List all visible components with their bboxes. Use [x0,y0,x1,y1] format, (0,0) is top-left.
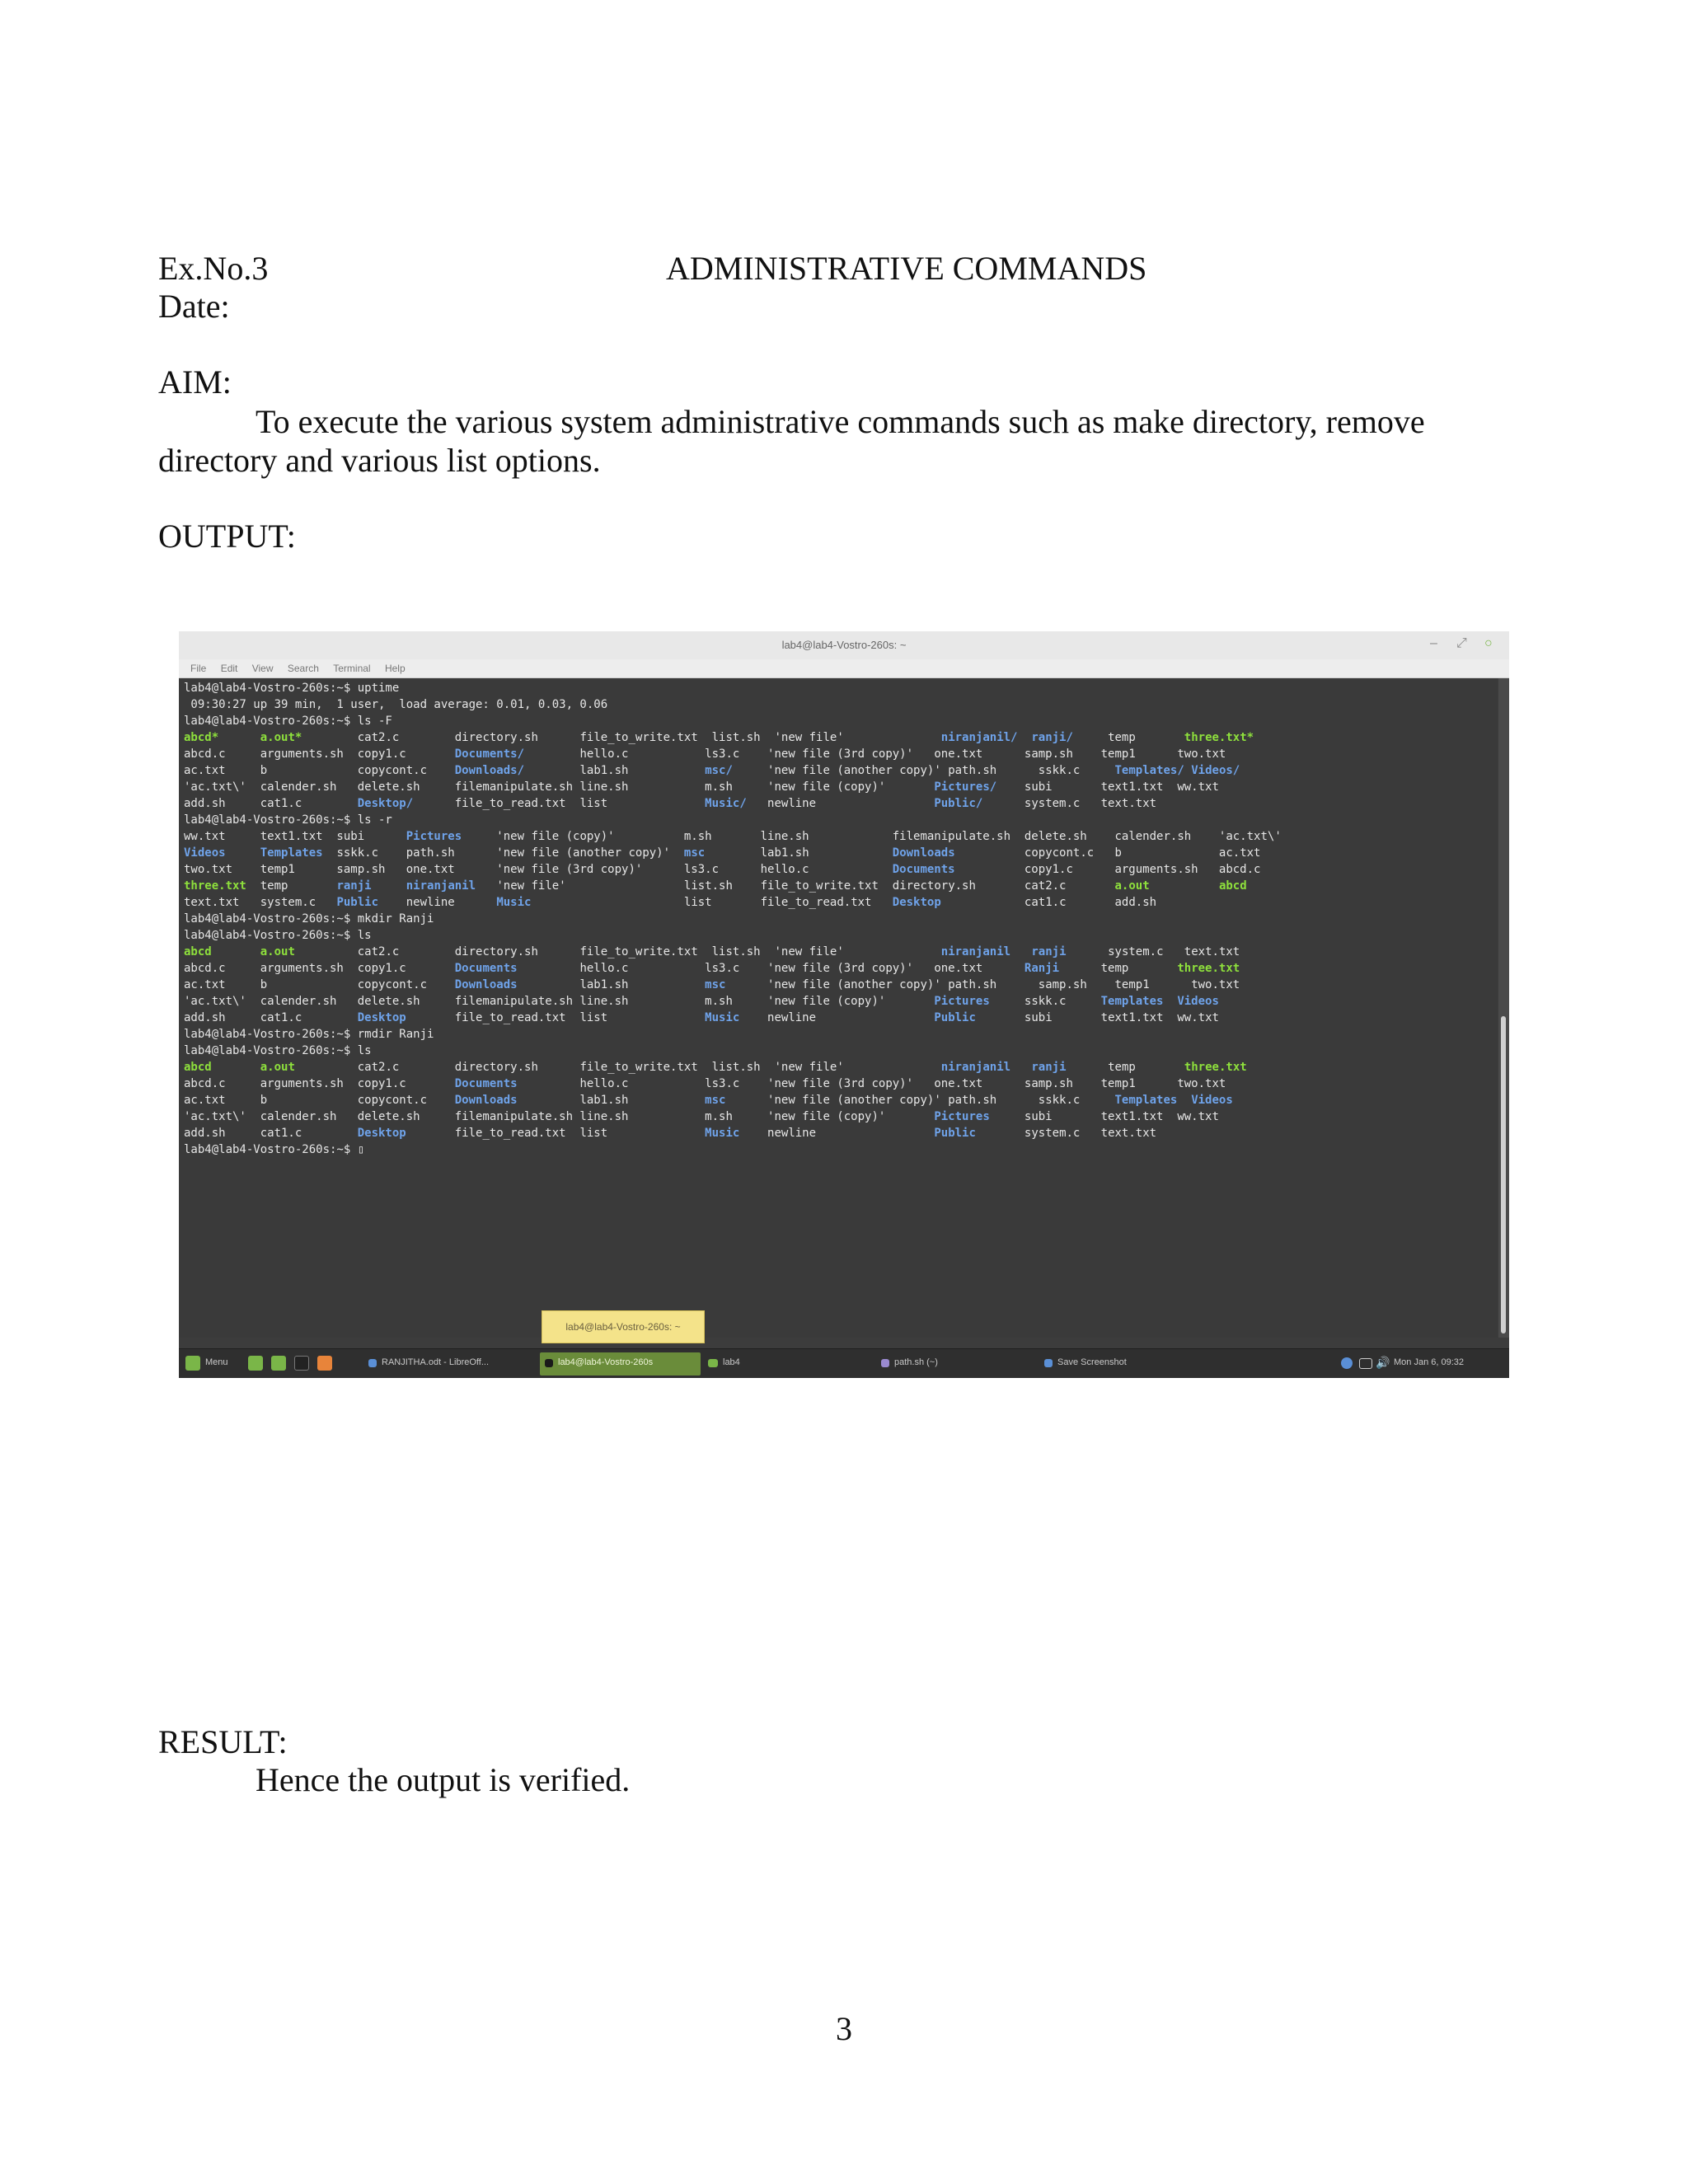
close-icon[interactable]: ○ [1484,636,1493,650]
terminal-text: file_to_read.txt list [406,1127,706,1140]
terminal-text: 09:30:27 up 39 min, 1 user, load average: 0.01, 0.03, 0.06 [184,698,608,711]
terminal-text: three.txt [1177,962,1240,975]
terminal-line [184,927,372,944]
menu-search[interactable]: Search [287,663,319,674]
menu-file[interactable]: File [190,663,207,674]
menu-terminal[interactable]: Terminal [333,663,371,674]
terminal-text: Desktop [357,1127,406,1140]
terminal-text [218,731,260,744]
terminal-text: Pictures [934,1110,990,1123]
terminal-text [1177,1094,1191,1107]
terminal-text: lab4@lab4-Vostro-260s:~$ ls -r [184,813,392,827]
terminal-text: lab4@lab4-Vostro-260s:~$ [184,1143,358,1156]
terminal-text: temp [1066,1061,1184,1074]
terminal-text: lab1.sh [517,1094,706,1107]
terminal-text: niranjanil [406,879,476,893]
terminal-text: Desktop [357,1011,406,1024]
terminal-text: Videos/ [1191,764,1240,777]
date-label: Date: [158,288,230,325]
terminal-text: abcd.c arguments.sh copy1.c [184,962,455,975]
terminal-text: Downloads/ [454,764,525,777]
terminal-text: Music [705,1127,740,1140]
terminal-text: msc [705,1094,726,1107]
aim-text-line-1: To execute the various system administrative commands such as make directory, remove [256,403,1425,440]
terminal-text: system.c text.txt [1066,945,1240,958]
terminal-line [184,878,1247,894]
terminal-text: Pictures [406,830,462,843]
terminal-text: 'ac.txt\' calender.sh delete.sh filemanipulate.sh line.sh m.sh 'new file (copy)' [184,780,935,794]
terminal-line [184,1026,434,1043]
minimize-icon[interactable]: – [1430,636,1437,650]
terminal-text: Templates [1100,995,1164,1008]
terminal-text: file_to_read.txt list [413,797,706,810]
terminal-text: lab4@lab4-Vostro-260s:~$ ls [184,1044,372,1057]
terminal-text: a.out [1114,879,1150,893]
terminal-line [184,828,1282,845]
page-number: 3 [836,2010,852,2047]
terminal-line [184,1108,1219,1125]
terminal-text: niranjanil [940,1061,1011,1074]
terminal-line [184,1125,1156,1141]
terminal-text: 'ac.txt\' calender.sh delete.sh filemanipulate.sh line.sh m.sh 'new file (copy)' [184,1110,935,1123]
terminal-text: hello.c ls3.c 'new file (3rd copy)' one.txt [517,962,1025,975]
software-manager-icon[interactable] [317,1356,332,1371]
window-title: lab4@lab4-Vostro-260s: ~ [781,639,907,651]
taskbar-terminal-label[interactable]: lab4@lab4-Vostro-260s [558,1357,654,1367]
terminal-text: abcd [184,1061,212,1074]
terminal-text: Pictures [934,995,990,1008]
terminal-text: ww.txt text1.txt subi [184,830,406,843]
terminal-line [184,1141,364,1158]
result-text: Hence the output is verified. [256,1761,631,1798]
terminal-text: lab4@lab4-Vostro-260s:~$ ls -F [184,715,392,728]
terminal-line [184,1059,1247,1076]
terminal-text: abcd* [184,731,219,744]
aim-text-line-2: directory and various list options. [158,442,601,479]
terminal-text: copy1.c arguments.sh abcd.c [954,863,1261,876]
terminal-line [184,911,434,927]
terminal-text: msc [683,846,706,860]
terminal-text: Ranji [1024,962,1060,975]
terminal-text: Videos [1177,995,1219,1008]
terminal-text: three.txt* [1184,731,1254,744]
menu-view[interactable]: View [251,663,274,674]
terminal-line [184,812,392,828]
terminal-text: three.txt [184,879,246,893]
terminal-line [184,1043,372,1059]
terminal-text: system.c text.txt [982,797,1157,810]
terminal-text: abcd.c arguments.sh copy1.c [184,748,455,761]
terminal-text: abcd [1218,879,1247,893]
terminal-text: newline [739,1011,935,1024]
terminal-scrollbar[interactable] [1498,678,1509,1338]
terminal-text: Templates [1114,1094,1178,1107]
terminal-text: Public/ [934,797,983,810]
terminal-text: Pictures/ [934,780,997,794]
terminal-text [1184,764,1191,777]
terminal-text: Templates/ [1114,764,1184,777]
terminal-text: hello.c ls3.c 'new file (3rd copy)' one.txt samp.sh temp1 two.txt [517,1077,1226,1090]
terminal-line [184,795,1156,812]
terminal-text: subi text1.txt ww.txt [975,1011,1219,1024]
terminal-text: abcd.c arguments.sh copy1.c [184,1077,455,1090]
terminal-text: cat2.c directory.sh file_to_write.txt list.sh 'new file' [294,945,941,958]
terminal-text: sskk.c path.sh 'new file (another copy)' [322,846,684,860]
terminal-text: Documents [892,863,955,876]
terminal-line [184,746,1226,762]
taskbar-clock: Mon Jan 6, 09:32 [1394,1357,1465,1367]
terminal-text: Downloads [454,1094,518,1107]
terminal-line [184,1010,1219,1026]
terminal-text: niranjanil [940,945,1011,958]
terminal-text [226,846,260,860]
writer-icon [368,1359,377,1367]
terminal-line [184,894,1156,911]
terminal-text: a.out* [260,731,302,744]
terminal-text: niranjanil/ [940,731,1018,744]
terminal-text: 'new file' list.sh file_to_write.txt directory.sh cat2.c [476,879,1115,893]
terminal-text [1010,945,1031,958]
terminal-text: add.sh cat1.c [184,1127,358,1140]
terminal-line [184,779,1219,795]
terminal-text: Downloads [454,978,518,991]
terminal-text: lab1.sh [517,978,706,991]
terminal-text: Videos [1191,1094,1233,1107]
terminal-text: 'new file (another copy)' path.sh sskk.c [732,764,1115,777]
terminal-launcher-icon[interactable] [294,1356,309,1371]
terminal-text: ranji [1031,1061,1067,1074]
terminal-text: a.out [260,1061,295,1074]
terminal-text: ac.txt b copycont.c [184,764,455,777]
terminal-text [1010,1061,1031,1074]
terminal-text: lab4@lab4-Vostro-260s:~$ rmdir Ranji [184,1028,434,1041]
terminal-text: three.txt [1184,1061,1247,1074]
terminal-line [184,729,1254,746]
page-title: ADMINISTRATIVE COMMANDS [666,250,1147,287]
terminal-cursor: ▯ [357,1143,365,1156]
scrollbar-thumb[interactable] [1501,1016,1506,1333]
terminal-text: Documents/ [454,748,525,761]
terminal-text: list file_to_read.txt [531,896,893,909]
taskbar-tooltip: lab4@lab4-Vostro-260s: ~ [542,1310,705,1343]
taskbar [179,1348,1509,1378]
terminal-line [184,845,1261,861]
taskbar-writer[interactable]: RANJITHA.odt - LibreOff... [382,1357,490,1367]
terminal-text: abcd [184,945,212,958]
terminal-text: add.sh cat1.c [184,797,358,810]
terminal-line [184,993,1219,1010]
terminal-text: subi text1.txt ww.txt [996,780,1219,794]
terminal-text: Documents [454,962,518,975]
terminal-text: text.txt system.c [184,896,337,909]
terminal-screenshot [179,631,1509,1378]
terminal-text: ranji/ [1031,731,1073,744]
terminal-text: cat1.c add.sh [940,896,1157,909]
shield-icon[interactable] [1341,1357,1353,1369]
terminal-menubar [179,659,1509,678]
terminal-text: newline [739,1127,935,1140]
terminal-text: temp [1072,731,1184,744]
terminal-task-icon [545,1359,553,1367]
terminal-text: 'new file (another copy)' path.sh sskk.c [725,1094,1115,1107]
terminal-text: add.sh cat1.c [184,1011,358,1024]
taskbar-editor[interactable]: path.sh (~) [894,1357,938,1367]
terminal-text: temp [1059,962,1178,975]
terminal-text [212,1061,260,1074]
terminal-line [184,762,1240,779]
terminal-text: a.out [260,945,295,958]
terminal-text: lab1.sh [705,846,893,860]
folder-icon [708,1359,718,1367]
terminal-line [184,977,1240,993]
terminal-text: Videos [184,846,226,860]
menu-icon[interactable] [185,1356,200,1371]
exercise-number: Ex.No.3 [158,250,269,287]
taskbar-screenshot[interactable]: Save Screenshot [1057,1357,1127,1367]
terminal-line [184,713,392,729]
terminal-line [184,680,399,696]
terminal-line [184,1076,1226,1092]
terminal-text: 'new file (copy)' m.sh line.sh filemanipulate.sh delete.sh calender.sh 'ac.txt\' [462,830,1282,843]
terminal-line [184,696,607,713]
terminal-text: cat2.c directory.sh file_to_write.txt list.sh 'new file' [294,1061,941,1074]
terminal-text: Desktop/ [357,797,414,810]
terminal-text: ac.txt b copycont.c [184,978,455,991]
menu-edit[interactable]: Edit [220,663,238,674]
terminal-text: Music/ [705,797,747,810]
terminal-text: sskk.c [989,995,1101,1008]
terminal-line [184,1092,1233,1108]
terminal-text: newline [746,797,935,810]
taskbar-folder[interactable]: lab4 [723,1357,740,1367]
terminal-text: msc/ [705,764,733,777]
aim-heading: AIM: [158,363,232,401]
terminal-text: lab1.sh [524,764,706,777]
terminal-text: lab4@lab4-Vostro-260s:~$ mkdir Ranji [184,912,434,926]
maximize-icon[interactable]: ⤢ [1456,636,1467,650]
terminal-text: Music [705,1011,740,1024]
terminal-text: system.c text.txt [975,1127,1157,1140]
terminal-text: msc [705,978,726,991]
terminal-text: copycont.c b ac.txt [954,846,1261,860]
terminal-text [1017,731,1031,744]
terminal-text: ac.txt b copycont.c [184,1094,455,1107]
terminal-text: Desktop [892,896,941,909]
terminal-text [1150,879,1219,893]
terminal-line [184,944,1240,960]
terminal-text: file_to_read.txt list [406,1011,706,1024]
terminal-text [1163,995,1177,1008]
terminal-text: ranji [336,879,372,893]
terminal-text: newline [378,896,497,909]
terminal-text: cat2.c directory.sh file_to_write.txt list.sh 'new file' [302,731,941,744]
terminal-output[interactable] [179,678,1498,1338]
terminal-text: ranji [1031,945,1067,958]
terminal-text: Downloads [892,846,955,860]
terminal-text: 'ac.txt\' calender.sh delete.sh filemanipulate.sh line.sh m.sh 'new file (copy)' [184,995,935,1008]
files-icon[interactable] [271,1356,286,1371]
terminal-text [212,945,260,958]
output-heading: OUTPUT: [158,518,296,555]
terminal-text: lab4@lab4-Vostro-260s:~$ uptime [184,682,400,695]
camera-icon [1044,1359,1053,1367]
result-heading: RESULT: [158,1723,288,1760]
terminal-text: Public [934,1011,976,1024]
terminal-line [184,960,1240,977]
terminal-text: 'new file (another copy)' path.sh samp.sh temp1 two.txt [725,978,1240,991]
terminal-text: hello.c ls3.c 'new file (3rd copy)' one.txt samp.sh temp1 two.txt [524,748,1226,761]
terminal-text: Music [496,896,532,909]
display-icon[interactable] [1359,1358,1372,1369]
terminal-text: temp [246,879,337,893]
terminal-text: subi text1.txt ww.txt [989,1110,1219,1123]
terminal-text: Documents [454,1077,518,1090]
window-titlebar [179,631,1509,660]
volume-icon[interactable]: 🔊 [1376,1356,1390,1369]
menu-button[interactable]: Menu [205,1357,228,1367]
terminal-text: Public [934,1127,976,1140]
terminal-text: Public [336,896,379,909]
terminal-text: two.txt temp1 samp.sh one.txt 'new file (3rd copy)' ls3.c hello.c [184,863,893,876]
show-desktop-icon[interactable] [248,1356,263,1371]
menu-help[interactable]: Help [384,663,406,674]
terminal-text: Templates [260,846,323,860]
terminal-text [372,879,406,893]
editor-icon [881,1359,889,1367]
terminal-line [184,861,1260,878]
terminal-text: lab4@lab4-Vostro-260s:~$ ls [184,929,372,942]
